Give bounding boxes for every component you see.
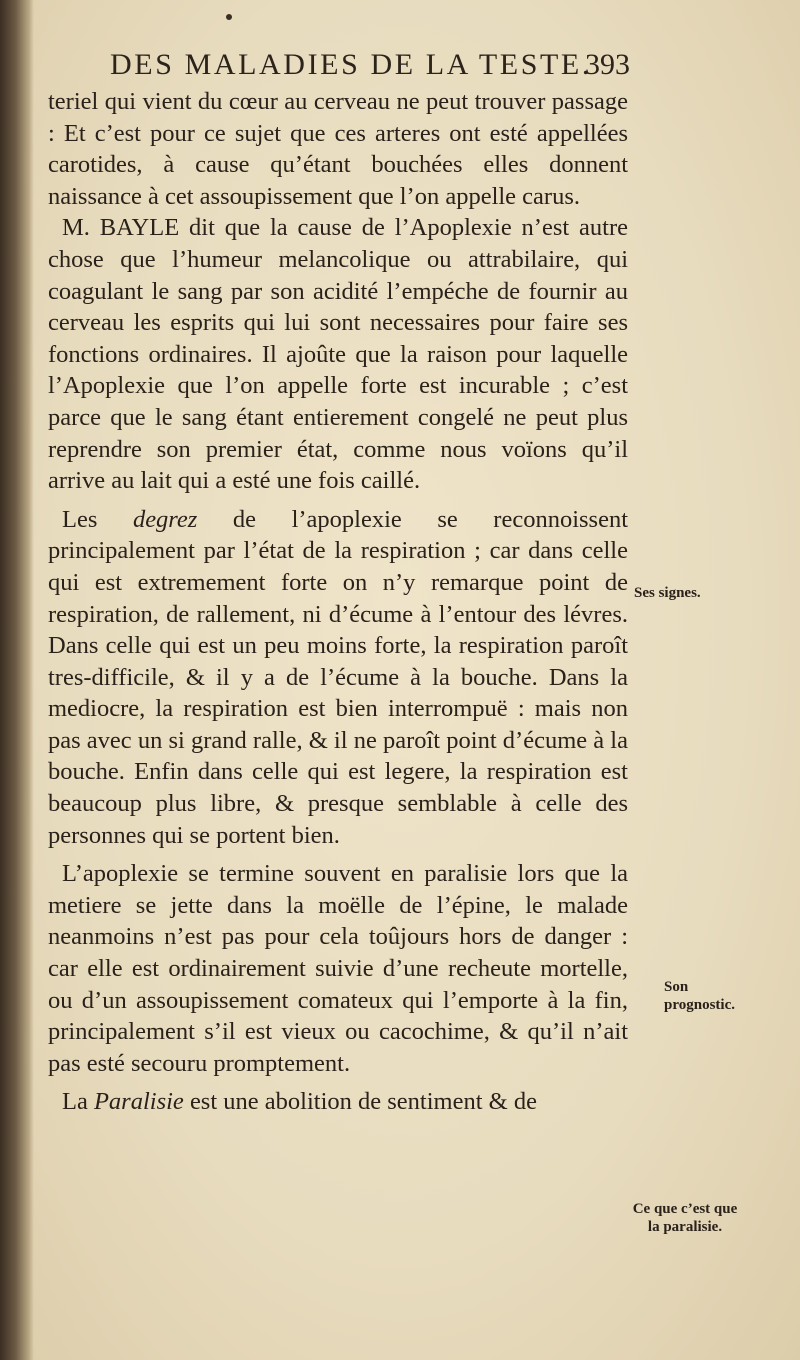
body-text — [48, 86, 628, 1118]
paragraph-lead: La — [62, 1088, 94, 1116]
paragraph-paralisie-terminaison — [48, 858, 628, 1079]
paragraph-degrez — [48, 504, 628, 852]
paragraph-text: de l’apoplexie se reconnoissent principalement par l’état de la respiration ; car dans celle qui est extremement forte on n’y remarque point de respiration, de rallement, ni d’écume à l’entour des lévres. Dans celle qui est un peu moins forte, la respiration paroît tres-difficile, & il y a de l’écume à la bouche. Dans la mediocre, la respiration est bien interrompuë : mais non pas avec un si grand ralle, & il ne paroît point d’écume à la bouche. Enfin dans celle qui est legere, la respiration est beaucoup plus libre, & presque semblable à celle des personnes qui se portent bien. — [48, 505, 629, 849]
emphasized-term: Paralisie — [93, 1088, 184, 1116]
emphasized-term: degrez — [132, 505, 198, 533]
paragraph-carotides — [48, 86, 628, 212]
running-title: DES MALADIES DE LA TESTE. — [110, 48, 592, 81]
binding-gutter — [0, 0, 34, 1360]
paragraph-lead: Les — [62, 505, 133, 533]
margin-note-signes: Ses signes. — [634, 585, 701, 601]
paragraph-text: est une abolition de sentiment & de — [183, 1088, 537, 1116]
margin-note-paralisie: Ce que c’est que la paralisie. — [632, 1201, 738, 1235]
paragraph-text: M. BAYLE dit que la cause de l’Apoplexie n’est autre chose que l’humeur melancolique ou attrabilaire, qui coagulant le sang par son acidité l’empéche de fournir au cerveau les esprits qui lui sont necessaires pour faire ses fonctions ordinaires. Il ajoûte que la raison pour laquelle l’Apoplexie que l’on appelle forte est incurable ; c’est parce que le sang étant entierement congelé ne peut plus reprendre son premier état, comme nous voïons qu’il arrive au lait qui a esté une fois caillé. — [48, 214, 628, 495]
page-header — [110, 48, 630, 90]
ink-dot — [226, 14, 232, 20]
margin-note-prognostic: Son prognostic. — [664, 979, 735, 1013]
page-number: 393 — [585, 48, 630, 81]
paragraph-paralisie-definition — [48, 1086, 628, 1118]
paragraph-text: L’apoplexie se termine souvent en paralisie lors que la metiere se jette dans la moëlle de l’épine, le malade neanmoins n’est pas pour cela toûjours hors de danger : car elle est ordinairement suivie d’une recheute mortelle, ou d’un assoupissement comateux qui l’emporte à la fin, principalement s’il est vieux ou cacochime, & qu’il n’ait pas esté secouru promptement. — [48, 860, 628, 1077]
paragraph-bayle — [48, 212, 628, 496]
paragraph-text: teriel qui vient du cœur au cerveau ne peut trouver passage : Et c’est pour ce sujet que ces arteres ont esté appellées carotides, à cause qu’étant bouchées elles donnent naissance à cet assoupissement que l’on appelle carus. — [48, 88, 628, 210]
